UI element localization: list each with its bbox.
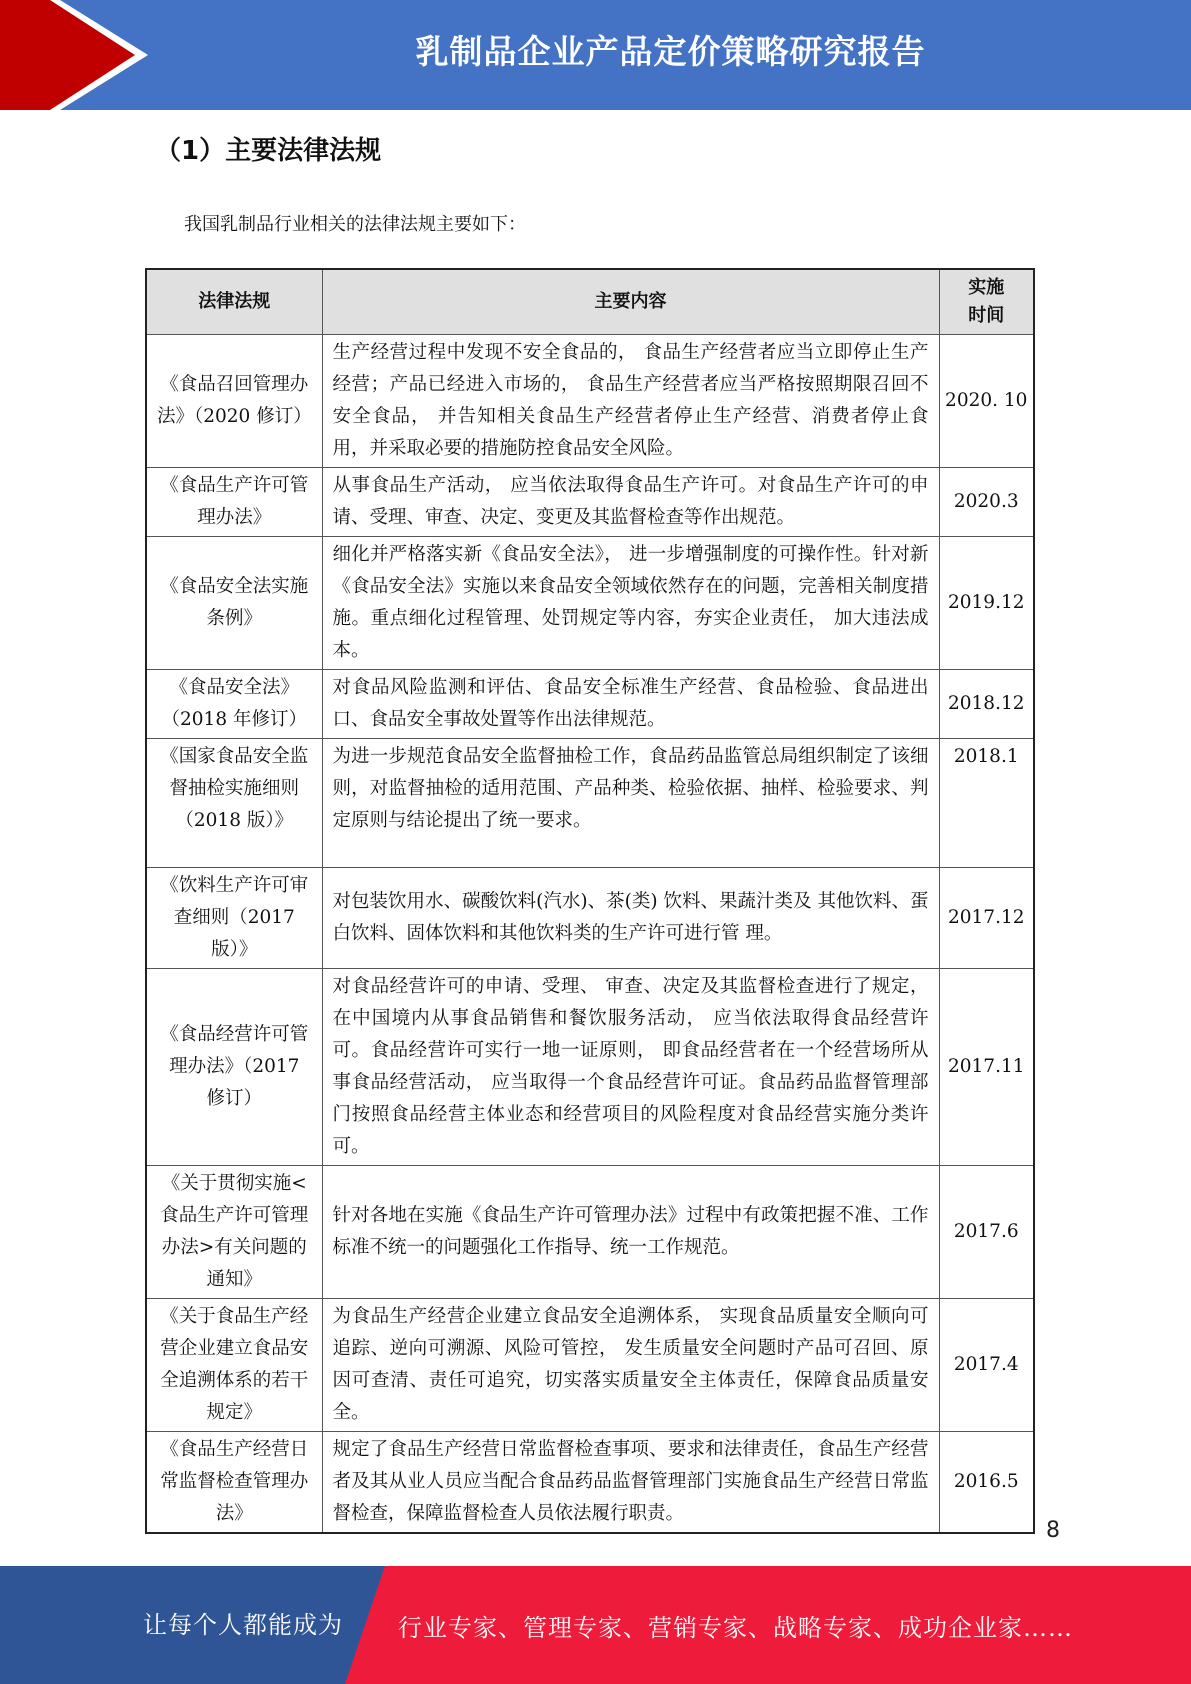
table-row: [146, 969, 1034, 1166]
page-footer: [0, 1566, 1191, 1684]
table-row: [146, 670, 1034, 739]
page-number: 8: [1046, 1518, 1060, 1543]
law-name: 《食品生产许可管理办法》: [146, 468, 322, 537]
law-content: 对食品风险监测和评估、食品安全标准生产经营、食品检验、食品进出口、食品安全事故处置等作出法律规范。: [322, 670, 939, 739]
law-name: 《食品生产经营日常监督检查管理办法》: [146, 1432, 322, 1534]
law-name: 《食品经营许可管理办法》（2017 修订）: [146, 969, 322, 1166]
table-row: [146, 335, 1034, 468]
law-date: 2018.1: [939, 739, 1034, 868]
law-name: 《食品召回管理办法》（2020 修订）: [146, 335, 322, 468]
table-row: [146, 1299, 1034, 1432]
law-content: 针对各地在实施《食品生产许可管理办法》过程中有政策把握不准、工作标准不统一的问题强化工作指导、统一工作规范。: [322, 1166, 939, 1299]
report-title: 乳制品企业产品定价策略研究报告: [415, 32, 926, 71]
header-date: [939, 269, 1034, 335]
law-content: 为进一步规范食品安全监督抽检工作，食品药品监管总局组织制定了该细则，对监督抽检的适用范围、产品种类、检验依据、抽样、检验要求、判定原则与结论提出了统一要求。: [322, 739, 939, 868]
law-name: 《饮料生产许可审查细则（2017 版）》: [146, 868, 322, 969]
header-content: 主要内容: [322, 269, 939, 335]
law-content: 对包装饮用水、碳酸饮料(汽水)、茶(类) 饮料、果蔬汁类及 其他饮料、蛋白饮料、固体饮料和其他饮料类的生产许可进行管 理。: [322, 868, 939, 969]
table-row: [146, 537, 1034, 670]
law-content: 为食品生产经营企业建立食品安全追溯体系， 实现食品质量安全顺向可追踪、逆向可溯源、风险可管控， 发生质量安全问题时产品可召回、原因可查清、责任可追究，切实落实质量安全主体责任，保障食品质量安全。: [322, 1299, 939, 1432]
law-content: 生产经营过程中发现不安全食品的， 食品生产经营者应当立即停止生产经营；产品已经进入市场的， 食品生产经营者应当严格按照期限召回不安全食品， 并告知相关食品生产经营者停止生产经营、消费者停止食用，并采取必要的措施防控食品安全风险。: [322, 335, 939, 468]
law-name: 《食品安全法》（2018 年修订）: [146, 670, 322, 739]
page-header: [0, 0, 1191, 110]
section-heading: （1）主要法律法规: [155, 136, 382, 166]
law-date: 2020.3: [939, 468, 1034, 537]
law-date: 2017.6: [939, 1166, 1034, 1299]
table-row: [146, 739, 1034, 868]
law-content: 规定了食品生产经营日常监督检查事项、要求和法律责任，食品生产经营者及其从业人员应当配合食品药品监督管理部门实施食品生产经营日常监督检查，保障监督检查人员依法履行职责。: [322, 1432, 939, 1534]
law-date: 2020. 10: [939, 335, 1034, 468]
law-name: 《国家食品安全监督抽检实施细则（2018 版）》: [146, 739, 322, 868]
law-content: 从事食品生产活动， 应当依法取得食品生产许可。对食品生产许可的申请、受理、审查、决定、变更及其监督检查等作出规范。: [322, 468, 939, 537]
law-date: 2017.11: [939, 969, 1034, 1166]
law-date: 2017.4: [939, 1299, 1034, 1432]
law-date: 2018.12: [939, 670, 1034, 739]
law-date: 2019.12: [939, 537, 1034, 670]
table-row: [146, 868, 1034, 969]
footer-slogan-left: 让每个人都能成为: [143, 1611, 343, 1639]
law-date: 2017.12: [939, 868, 1034, 969]
header-chevron-icon: [0, 0, 160, 110]
table-row: [146, 1432, 1034, 1534]
laws-table: [145, 268, 1035, 1534]
law-name: 《食品安全法实施条例》: [146, 537, 322, 670]
law-date: 2016.5: [939, 1432, 1034, 1534]
table-row: [146, 468, 1034, 537]
law-content: 对食品经营许可的申请、受理、 审查、决定及其监督检查进行了规定， 在中国境内从事食品销售和餐饮服务活动， 应当依法取得食品经营许可。食品经营许可实行一地一证原则， 即食品经营者在一个经营场所从事食品经营活动， 应当取得一个食品经营许可证。食品药品监督管理部门按照食品经营主体业态和经营项目的风险程度对食品经营实施分类许可。: [322, 969, 939, 1166]
law-content: 细化并严格落实新《食品安全法》， 进一步增强制度的可操作性。针对新《食品安全法》实施以来食品安全领域依然存在的问题，完善相关制度措施。重点细化过程管理、处罚规定等内容，夯实企业责任， 加大违法成本。: [322, 537, 939, 670]
table-row: [146, 1166, 1034, 1299]
header-law: 法律法规: [146, 269, 322, 335]
law-name: 《关于食品生产经营企业建立食品安全追溯体系的若干规定》: [146, 1299, 322, 1432]
intro-text: 我国乳制品行业相关的法律法规主要如下：: [184, 214, 526, 235]
law-name: 《关于贯彻实施<食品生产许可管理办法>有关问题的通知》: [146, 1166, 322, 1299]
table-header-row: [146, 269, 1034, 335]
footer-slogan-right: 行业专家、管理专家、营销专家、战略专家、成功企业家……: [398, 1614, 1073, 1642]
header-date-label: 实施时间: [968, 277, 1005, 326]
